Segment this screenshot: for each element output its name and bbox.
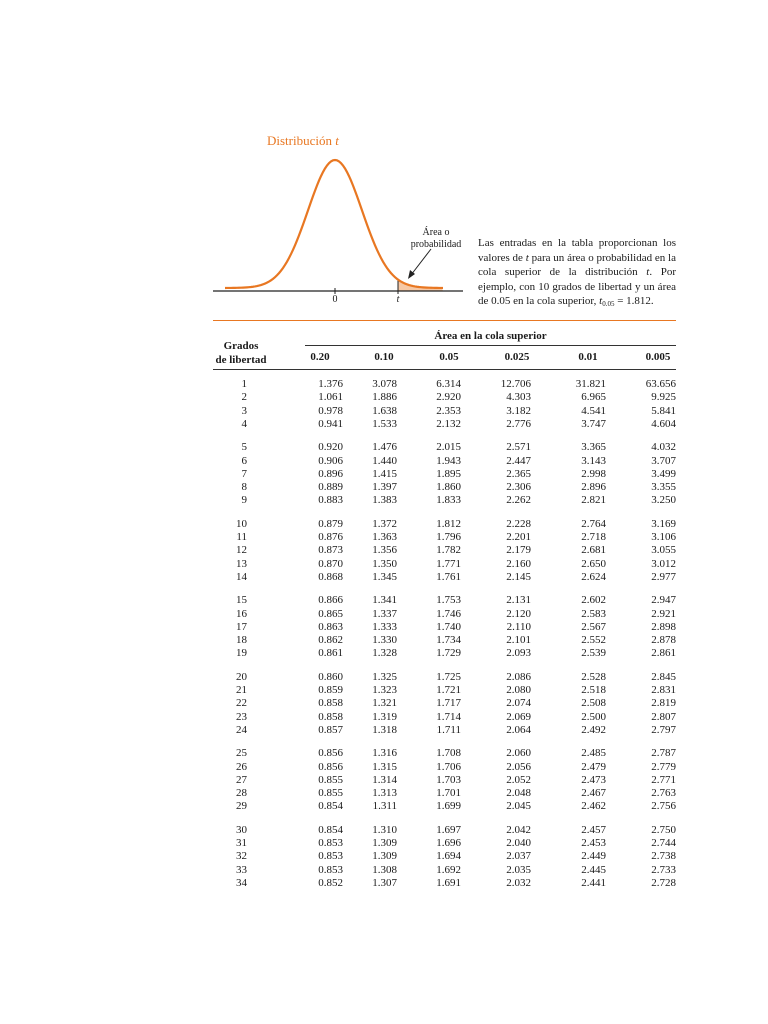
value-cell: 2.845: [651, 670, 676, 683]
value-cell: 3.747: [581, 417, 606, 430]
value-cell: 0.862: [318, 634, 343, 647]
df-cell: 2: [241, 391, 247, 404]
value-cell: 2.086: [506, 670, 531, 683]
value-cell: 2.500: [581, 710, 606, 723]
value-cell: 1.533: [372, 417, 397, 430]
value-cell: 2.093: [506, 647, 531, 660]
value-cell: 1.328: [372, 647, 397, 660]
table-row: [213, 418, 676, 431]
value-cell: 3.106: [651, 531, 676, 543]
value-cell: 2.060: [506, 747, 531, 760]
value-cell: 1.696: [436, 837, 461, 849]
value-cell: 2.763: [651, 787, 676, 800]
value-cell: 2.069: [506, 710, 531, 723]
table-row: [213, 671, 676, 684]
value-cell: 2.110: [506, 620, 531, 633]
value-cell: 1.753: [436, 594, 461, 607]
value-cell: 1.725: [436, 670, 461, 683]
value-cell: 9.925: [651, 391, 676, 404]
t-distribution-curve: [205, 128, 475, 313]
value-cell: 0.896: [318, 467, 343, 480]
column-header: 0.025: [504, 351, 530, 363]
df-cell: 20: [236, 670, 247, 683]
value-cell: 2.797: [651, 723, 676, 736]
value-cell: 2.920: [436, 391, 461, 404]
table-row: [213, 837, 676, 850]
value-cell: 0.855: [318, 773, 343, 786]
value-cell: 0.906: [318, 454, 343, 467]
value-cell: 1.638: [372, 404, 397, 417]
value-cell: 1.383: [372, 494, 397, 507]
value-cell: 2.821: [581, 494, 606, 507]
value-cell: 2.771: [651, 773, 676, 786]
table-row: [213, 481, 676, 494]
value-cell: 1.376: [318, 378, 343, 390]
value-cell: 2.528: [581, 670, 606, 683]
table-row: [213, 697, 676, 710]
value-cell: 0.853: [318, 850, 343, 863]
upper-tail-area-header: Área en la cola superior: [434, 330, 547, 342]
df-cell: 8: [241, 481, 247, 494]
figure-title: Distribución t: [267, 133, 339, 148]
value-cell: 1.316: [372, 747, 397, 760]
value-cell: 1.691: [436, 876, 461, 889]
value-cell: 2.445: [581, 863, 606, 876]
df-cell: 25: [236, 747, 247, 760]
tick-label-zero: 0: [332, 294, 338, 305]
value-cell: 2.776: [506, 417, 531, 430]
table-row: [213, 378, 676, 391]
value-cell: 2.756: [651, 800, 676, 813]
value-cell: 2.457: [581, 823, 606, 836]
value-cell: 2.977: [651, 570, 676, 583]
table-row: [213, 761, 676, 774]
value-cell: 0.857: [318, 723, 343, 736]
table-row: [213, 800, 676, 813]
value-cell: 2.441: [581, 876, 606, 889]
value-cell: 3.365: [581, 441, 606, 454]
value-cell: 2.064: [506, 723, 531, 736]
value-cell: 1.308: [372, 863, 397, 876]
value-cell: 3.499: [651, 467, 676, 480]
value-cell: 0.883: [318, 494, 343, 507]
table-row: [213, 544, 676, 557]
df-cell: 10: [236, 517, 247, 530]
table-row: [213, 647, 676, 660]
value-cell: 2.473: [581, 773, 606, 786]
df-cell: 18: [236, 634, 247, 647]
value-cell: 2.447: [506, 454, 531, 467]
value-cell: 1.694: [436, 850, 461, 863]
value-cell: 1.734: [436, 634, 461, 647]
df-cell: 5: [241, 441, 247, 454]
df-cell: 34: [236, 876, 247, 889]
value-cell: 3.355: [651, 481, 676, 494]
value-cell: 1.440: [372, 454, 397, 467]
value-cell: 1.313: [372, 787, 397, 800]
df-cell: 15: [236, 594, 247, 607]
value-cell: 2.453: [581, 837, 606, 849]
value-cell: 2.074: [506, 697, 531, 710]
value-cell: 3.182: [506, 404, 531, 417]
value-cell: 1.692: [436, 863, 461, 876]
value-cell: 1.397: [372, 481, 397, 494]
value-cell: 0.920: [318, 441, 343, 454]
value-cell: 1.325: [372, 670, 397, 683]
df-cell: 23: [236, 710, 247, 723]
value-cell: 1.703: [436, 773, 461, 786]
value-cell: 1.721: [436, 684, 461, 696]
value-cell: 1.311: [372, 800, 397, 813]
value-cell: 2.045: [506, 800, 531, 813]
value-cell: 2.131: [506, 594, 531, 607]
value-cell: 0.858: [318, 710, 343, 723]
value-cell: 0.855: [318, 787, 343, 800]
value-cell: 0.856: [318, 760, 343, 773]
value-cell: 1.895: [436, 467, 461, 480]
value-cell: 2.807: [651, 710, 676, 723]
table-row: [213, 877, 676, 890]
value-cell: 3.707: [651, 454, 676, 467]
value-cell: 1.309: [372, 850, 397, 863]
table-row: [213, 518, 676, 531]
table-row: [213, 774, 676, 787]
t-distribution-figure: [205, 128, 475, 313]
tail-shaded-area: [398, 280, 443, 291]
table-row: [213, 531, 676, 544]
value-cell: 2.035: [506, 863, 531, 876]
pointer-arrow-line: [411, 249, 431, 275]
value-cell: 2.179: [506, 544, 531, 557]
table-row: [213, 455, 676, 468]
value-cell: 2.042: [506, 823, 531, 836]
value-cell: 2.896: [581, 481, 606, 494]
value-cell: 2.733: [651, 863, 676, 876]
value-cell: 2.145: [506, 570, 531, 583]
value-cell: 0.854: [318, 823, 343, 836]
value-cell: 2.120: [506, 607, 531, 620]
table-row: [213, 824, 676, 837]
value-cell: 1.330: [372, 634, 397, 647]
value-cell: 2.552: [581, 634, 606, 647]
value-cell: 1.061: [318, 391, 343, 404]
value-cell: 2.201: [506, 531, 531, 543]
table-row: [213, 571, 676, 584]
value-cell: 2.518: [581, 684, 606, 696]
value-cell: 1.309: [372, 837, 397, 849]
value-cell: 1.363: [372, 531, 397, 543]
value-cell: 1.310: [372, 823, 397, 836]
table-row: [213, 787, 676, 800]
df-cell: 28: [236, 787, 247, 800]
value-cell: 1.415: [372, 467, 397, 480]
column-header: 0.10: [374, 351, 394, 363]
header-rule: [305, 345, 676, 346]
value-cell: 2.898: [651, 620, 676, 633]
table-row: [213, 711, 676, 724]
df-cell: 27: [236, 773, 247, 786]
value-cell: 1.697: [436, 823, 461, 836]
value-cell: 0.856: [318, 747, 343, 760]
value-cell: 2.571: [506, 441, 531, 454]
value-cell: 1.323: [372, 684, 397, 696]
value-cell: 2.947: [651, 594, 676, 607]
value-cell: 2.040: [506, 837, 531, 849]
value-cell: 2.831: [651, 684, 676, 696]
value-cell: 1.333: [372, 620, 397, 633]
value-cell: 0.876: [318, 531, 343, 543]
value-cell: 1.782: [436, 544, 461, 557]
df-cell: 14: [236, 570, 247, 583]
value-cell: 0.868: [318, 570, 343, 583]
value-cell: 1.318: [372, 723, 397, 736]
value-cell: 0.852: [318, 876, 343, 889]
table-row: [213, 494, 676, 507]
value-cell: 3.055: [651, 544, 676, 557]
value-cell: 0.879: [318, 517, 343, 530]
value-cell: 2.479: [581, 760, 606, 773]
value-cell: 1.319: [372, 710, 397, 723]
value-cell: 0.859: [318, 684, 343, 696]
value-cell: 2.567: [581, 620, 606, 633]
value-cell: 0.861: [318, 647, 343, 660]
table-row: [213, 621, 676, 634]
value-cell: 1.356: [372, 544, 397, 557]
value-cell: 2.048: [506, 787, 531, 800]
value-cell: 1.714: [436, 710, 461, 723]
value-cell: 1.708: [436, 747, 461, 760]
value-cell: 0.873: [318, 544, 343, 557]
value-cell: 4.303: [506, 391, 531, 404]
df-cell: 1: [241, 378, 247, 390]
value-cell: 2.508: [581, 697, 606, 710]
description-paragraph: Las entradas en la tabla proporcionan los valores de t para un área o probabilidad en la cola superior de la distribución t. Por ejemplo, con 10 grados de libertad y un área de 0.05 en la cola superior, $t_{0.05} = 1.812$.: [478, 237, 676, 309]
value-cell: 0.863: [318, 620, 343, 633]
df-cell: 33: [236, 863, 247, 876]
value-cell: 2.650: [581, 557, 606, 570]
value-cell: 2.101: [506, 634, 531, 647]
value-cell: 2.861: [651, 647, 676, 660]
value-cell: 1.711: [436, 723, 461, 736]
df-cell: 29: [236, 800, 247, 813]
value-cell: 2.744: [651, 837, 676, 849]
table-row: [213, 594, 676, 607]
df-cell: 32: [236, 850, 247, 863]
column-header: 0.01: [578, 351, 598, 363]
df-cell: 11: [236, 531, 247, 543]
value-cell: 2.492: [581, 723, 606, 736]
value-cell: 4.541: [581, 404, 606, 417]
df-cell: 9: [241, 494, 247, 507]
value-cell: 31.821: [575, 378, 606, 390]
value-cell: 6.314: [436, 378, 461, 390]
value-cell: 0.858: [318, 697, 343, 710]
value-cell: 1.337: [372, 607, 397, 620]
table-row: [213, 864, 676, 877]
value-cell: 0.941: [318, 417, 343, 430]
value-cell: 2.998: [581, 467, 606, 480]
value-cell: 2.718: [581, 531, 606, 543]
df-cell: 4: [241, 417, 247, 430]
value-cell: 1.771: [436, 557, 461, 570]
value-cell: 1.314: [372, 773, 397, 786]
column-header: 0.005: [645, 351, 671, 363]
df-cell: 30: [236, 823, 247, 836]
value-cell: 1.729: [436, 647, 461, 660]
value-cell: 1.717: [436, 697, 461, 710]
value-cell: 2.583: [581, 607, 606, 620]
df-cell: 3: [241, 404, 247, 417]
df-cell: 17: [236, 620, 247, 633]
value-cell: 2.819: [651, 697, 676, 710]
value-cell: 0.870: [318, 557, 343, 570]
value-cell: 2.080: [506, 684, 531, 696]
value-cell: 2.878: [651, 634, 676, 647]
value-cell: 0.860: [318, 670, 343, 683]
value-cell: 2.779: [651, 760, 676, 773]
table-top-rule: [213, 320, 676, 321]
value-cell: 2.353: [436, 404, 461, 417]
value-cell: 0.853: [318, 837, 343, 849]
value-cell: 1.761: [436, 570, 461, 583]
value-cell: 4.604: [651, 417, 676, 430]
table-row: [213, 684, 676, 697]
value-cell: 1.833: [436, 494, 461, 507]
value-cell: 1.350: [372, 557, 397, 570]
value-cell: 2.750: [651, 823, 676, 836]
value-cell: 2.738: [651, 850, 676, 863]
df-cell: 31: [236, 837, 247, 849]
value-cell: 0.978: [318, 404, 343, 417]
value-cell: 6.965: [581, 391, 606, 404]
value-cell: 2.787: [651, 747, 676, 760]
value-cell: 1.943: [436, 454, 461, 467]
value-cell: 2.228: [506, 517, 531, 530]
value-cell: 2.015: [436, 441, 461, 454]
value-cell: 3.012: [651, 557, 676, 570]
value-cell: 1.860: [436, 481, 461, 494]
df-cell: 22: [236, 697, 247, 710]
density-curve-line: [225, 160, 443, 288]
value-cell: 4.032: [651, 441, 676, 454]
df-cell: 19: [236, 647, 247, 660]
column-header: 0.20: [310, 351, 330, 363]
value-cell: 2.056: [506, 760, 531, 773]
df-cell: 24: [236, 723, 247, 736]
value-cell: 1.701: [436, 787, 461, 800]
value-cell: 2.467: [581, 787, 606, 800]
value-cell: 2.032: [506, 876, 531, 889]
tick-label-t: t: [396, 294, 400, 305]
value-cell: 1.812: [436, 517, 461, 530]
value-cell: 0.854: [318, 800, 343, 813]
value-cell: 2.052: [506, 773, 531, 786]
table-row: [213, 747, 676, 760]
value-cell: 2.365: [506, 467, 531, 480]
value-cell: 2.485: [581, 747, 606, 760]
value-cell: 2.262: [506, 494, 531, 507]
column-headers: [213, 351, 676, 365]
df-cell: 13: [236, 557, 247, 570]
value-cell: 2.728: [651, 876, 676, 889]
value-cell: 2.624: [581, 570, 606, 583]
value-cell: 1.740: [436, 620, 461, 633]
value-cell: 1.345: [372, 570, 397, 583]
table-row: [213, 405, 676, 418]
value-cell: 1.746: [436, 607, 461, 620]
value-cell: 3.169: [651, 517, 676, 530]
value-cell: 2.462: [581, 800, 606, 813]
value-cell: 1.699: [436, 800, 461, 813]
value-cell: 1.307: [372, 876, 397, 889]
value-cell: 2.602: [581, 594, 606, 607]
value-cell: 2.921: [651, 607, 676, 620]
value-cell: 2.132: [436, 417, 461, 430]
df-cell: 16: [236, 607, 247, 620]
value-cell: 12.706: [500, 378, 531, 390]
value-cell: 1.796: [436, 531, 461, 543]
df-cell: 21: [236, 684, 247, 696]
table-row: [213, 468, 676, 481]
value-cell: 1.315: [372, 760, 397, 773]
value-cell: 1.321: [372, 697, 397, 710]
df-cell: 7: [241, 467, 247, 480]
value-cell: 63.656: [645, 378, 676, 390]
table-row: [213, 441, 676, 454]
value-cell: 3.078: [372, 378, 397, 390]
value-cell: 1.476: [372, 441, 397, 454]
value-cell: 2.306: [506, 481, 531, 494]
header-bottom-rule: [213, 369, 676, 370]
value-cell: 1.372: [372, 517, 397, 530]
degrees-of-freedom-header: Grados de libertad: [215, 340, 267, 366]
value-cell: 0.889: [318, 481, 343, 494]
value-cell: 3.250: [651, 494, 676, 507]
value-cell: 5.841: [651, 404, 676, 417]
table-row: [213, 724, 676, 737]
df-cell: 12: [236, 544, 247, 557]
table-row: [213, 634, 676, 647]
value-cell: 3.143: [581, 454, 606, 467]
table-row: [213, 391, 676, 404]
value-cell: 0.865: [318, 607, 343, 620]
value-cell: 2.037: [506, 850, 531, 863]
value-cell: 2.449: [581, 850, 606, 863]
table-row: [213, 558, 676, 571]
value-cell: 2.539: [581, 647, 606, 660]
value-cell: 0.866: [318, 594, 343, 607]
table-row: [213, 608, 676, 621]
value-cell: 1.886: [372, 391, 397, 404]
value-cell: 0.853: [318, 863, 343, 876]
value-cell: 1.706: [436, 760, 461, 773]
value-cell: 2.160: [506, 557, 531, 570]
column-header: 0.05: [439, 351, 459, 363]
value-cell: 2.681: [581, 544, 606, 557]
table-row: [213, 850, 676, 863]
area-probability-label: Área o probabilidad: [410, 227, 462, 250]
value-cell: 2.764: [581, 517, 606, 530]
value-cell: 1.341: [372, 594, 397, 607]
df-cell: 6: [241, 454, 247, 467]
df-cell: 26: [236, 760, 247, 773]
